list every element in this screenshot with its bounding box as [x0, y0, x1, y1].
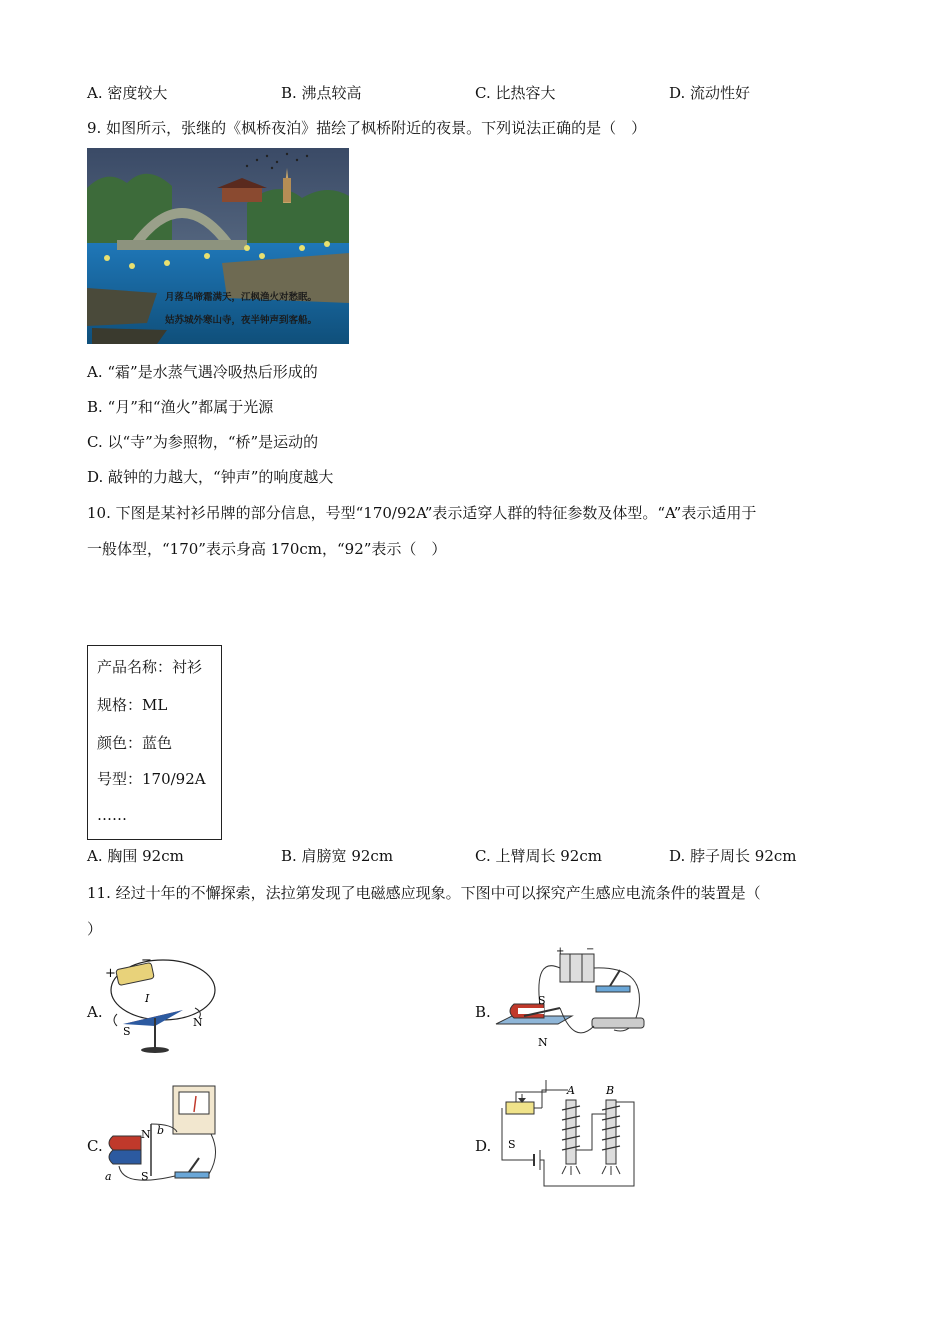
q11-stem-line1: 11. 经过十年的不懈探索，法拉第发现了电磁感应现象。下图中可以探究产生感应电流条件的装置是（ [87, 884, 761, 902]
q10-stem-line1: 10. 下图是某衬衫吊牌的部分信息，号型“170/92A”表示适穿人群的特征参数及体型。“A”表示适用于 [87, 504, 757, 522]
magnet-s-label-c: S [141, 1170, 149, 1183]
q11-stem-line2: ） [87, 920, 103, 938]
q8-option-c: C. 比热容大 [475, 84, 556, 102]
poem-line-1: 月落乌啼霜满天，江枫渔火对愁眠。 [165, 292, 318, 303]
compass-s-label: S [123, 1025, 131, 1038]
battery-plus-sign-b: + [556, 946, 565, 957]
q11-option-a-label: A. [87, 1003, 103, 1021]
q9-option-d: D. 敲钟的力越大，“钟声”的响度越大 [87, 468, 334, 486]
q11-option-d-label: D. [475, 1137, 492, 1155]
q9-option-c: C. 以“寺”为参照物，“桥”是运动的 [87, 433, 319, 451]
q9-stem: 9. 如图所示，张继的《枫桥夜泊》描绘了枫桥附近的夜景。下列说法正确的是（ ） [87, 119, 647, 137]
tag-size-code: 号型：170/92A [97, 770, 206, 788]
conductor-b-label: b [157, 1124, 165, 1137]
q9-option-a: A. “霜”是水蒸气遇冷吸热后形成的 [87, 363, 318, 381]
q8-option-a: A. 密度较大 [87, 84, 168, 102]
tag-spec: 规格：ML [97, 696, 168, 714]
q10-option-b: B. 肩膀宽 92cm [281, 847, 394, 865]
maple-bridge-night-image [87, 148, 349, 344]
compass-n-label: N [193, 1016, 203, 1029]
q8-option-b: B. 沸点较高 [281, 84, 362, 102]
shirt-tag [87, 645, 222, 840]
electromagnet-circuit-diagram [494, 1080, 640, 1190]
coil-b-label: B [606, 1084, 615, 1097]
magnet-n-label-c: N [141, 1128, 151, 1141]
switch-s-label: S [508, 1138, 516, 1151]
q8-option-d: D. 流动性好 [669, 84, 751, 102]
oersted-compass-diagram [103, 952, 223, 1056]
q11-option-b-label: B. [475, 1003, 491, 1021]
poem-line-2: 姑苏城外寒山寺，夜半钟声到客船。 [165, 315, 318, 326]
tag-product-name: 产品名称：衬衫 [97, 658, 203, 676]
q10-option-a: A. 胸围 92cm [87, 847, 184, 865]
magnet-n-label: N [538, 1036, 548, 1049]
q10-option-c: C. 上臂周长 92cm [475, 847, 602, 865]
tag-ellipsis: …… [97, 806, 127, 824]
battery-minus-sign-b: − [586, 946, 595, 955]
q11-option-c-label: C. [87, 1137, 103, 1155]
motor-principle-diagram [494, 946, 650, 1056]
coil-a-label: A [567, 1084, 575, 1097]
q10-stem-line2: 一般体型，“170”表示身高 170cm，“92”表示（ ） [87, 540, 447, 558]
q9-option-b: B. “月”和“渔火”都属于光源 [87, 398, 274, 416]
electromagnetic-induction-diagram [103, 1084, 223, 1188]
current-label: I [145, 992, 150, 1005]
battery-minus-sign: − [141, 953, 152, 968]
conductor-a-label: a [105, 1170, 112, 1183]
q10-option-d: D. 脖子周长 92cm [669, 847, 797, 865]
battery-plus-sign: + [105, 966, 116, 981]
tag-color: 颜色：蓝色 [97, 734, 173, 752]
magnet-s-label: S [538, 994, 546, 1007]
